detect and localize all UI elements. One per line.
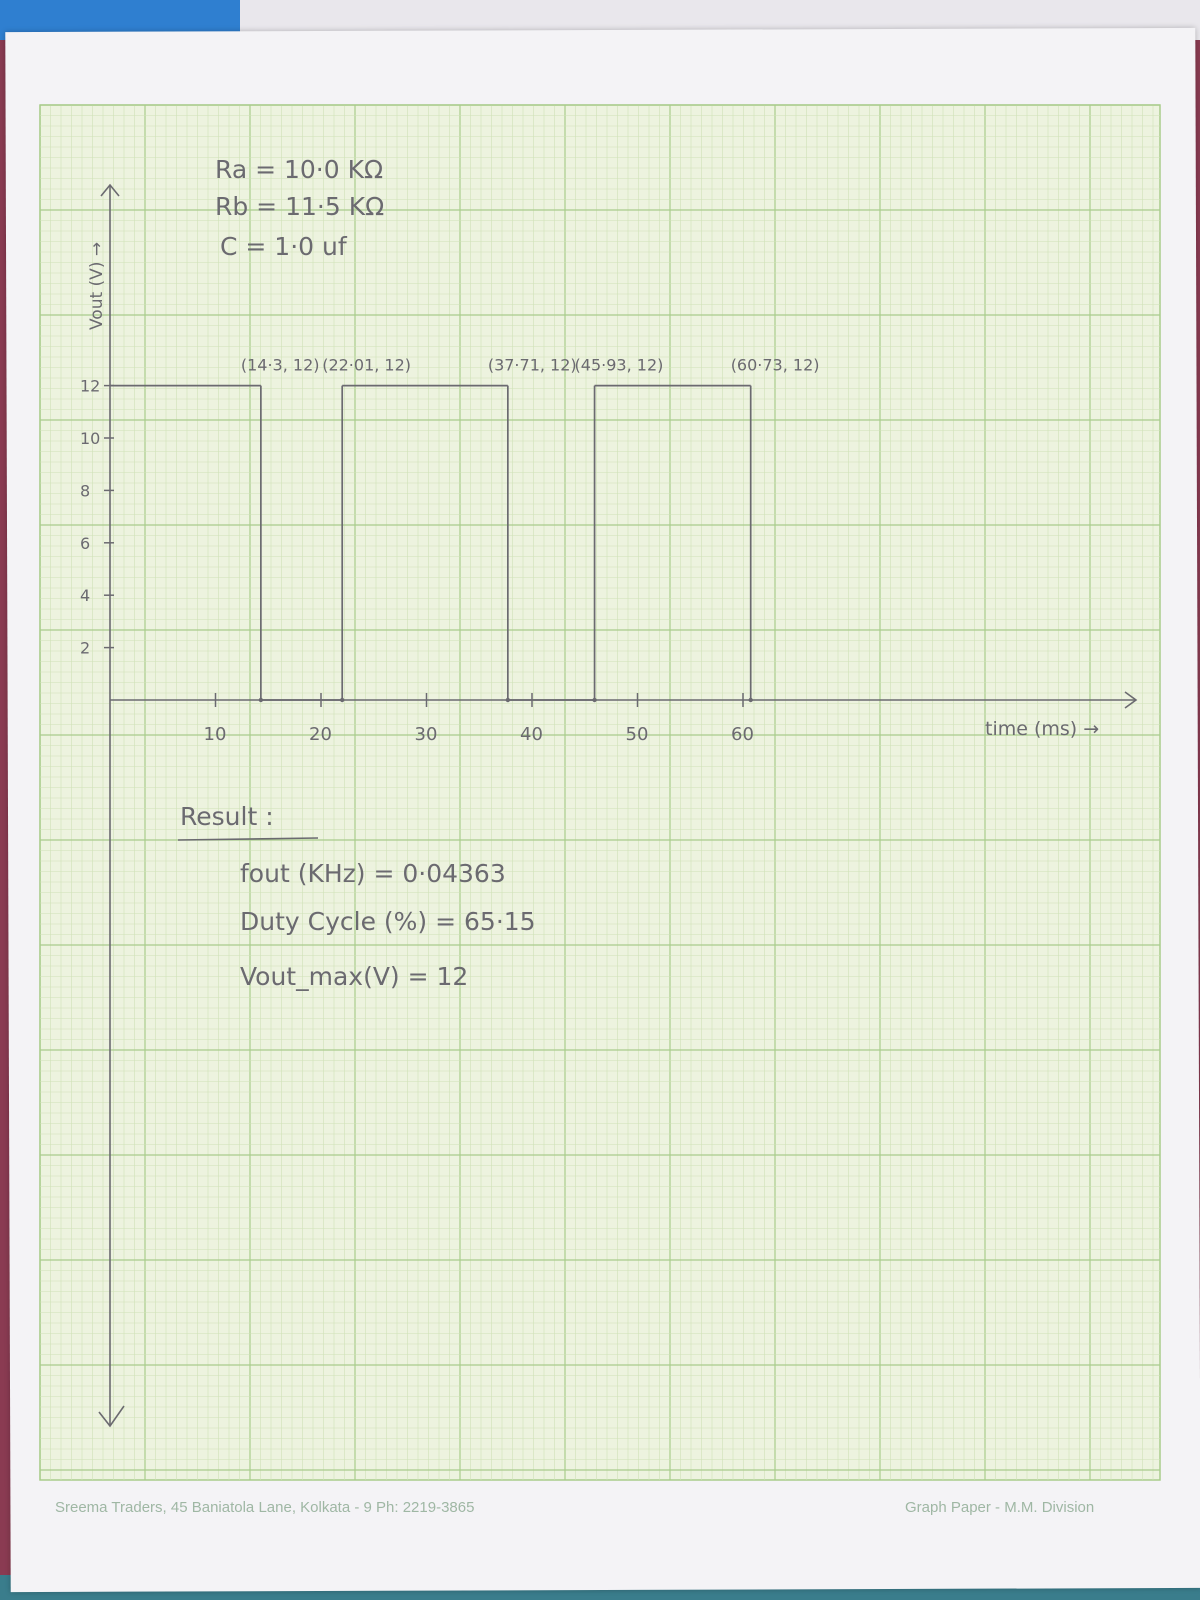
result-heading: Result : — [180, 802, 274, 831]
param-rb: Rb = 11·5 KΩ — [215, 192, 385, 221]
result-fout: fout (KHz) = 0·04363 — [240, 859, 506, 888]
x-tick-label: 50 — [625, 724, 649, 745]
data-point — [749, 698, 753, 702]
y-tick-label: 2 — [80, 638, 91, 658]
point-annotation: (60·73, 12) — [730, 355, 820, 375]
data-point — [506, 698, 510, 702]
footer-division: Graph Paper - M.M. Division — [905, 1499, 1095, 1516]
y-tick-label: 6 — [80, 533, 91, 553]
y-axis-label: Vout (V) → — [87, 241, 107, 330]
point-annotation: (14·3, 12) — [240, 355, 320, 375]
x-tick-label: 10 — [203, 724, 227, 745]
data-point — [340, 698, 344, 702]
y-tick-label: 10 — [80, 429, 101, 448]
point-annotation: (37·71, 12) — [487, 355, 577, 375]
y-tick-label: 12 — [80, 376, 101, 396]
x-tick-label: 40 — [520, 724, 543, 745]
x-axis-label: time (ms) → — [985, 718, 1100, 740]
result-duty-cycle: Duty Cycle (%) = 65·15 — [240, 907, 536, 936]
x-tick-label: 60 — [731, 724, 754, 745]
data-point — [592, 698, 596, 702]
point-annotation: (45·93, 12) — [574, 355, 664, 375]
result-vout-max: Vout_max(V) = 12 — [240, 962, 469, 991]
data-point — [259, 698, 263, 702]
annotations-group — [241, 356, 820, 375]
point-annotation: (22·01, 12) — [322, 355, 412, 375]
x-tick-label: 30 — [414, 724, 438, 745]
x-tick-label: 20 — [309, 724, 332, 745]
footer-publisher: Sreema Traders, 45 Baniatola Lane, Kolkata - 9 Ph: 2219-3865 — [55, 1499, 475, 1516]
param-c: C = 1·0 uf — [220, 232, 347, 261]
param-ra: Ra = 10·0 KΩ — [215, 155, 384, 184]
y-tick-label: 4 — [80, 586, 91, 606]
y-tick-label: 8 — [80, 481, 91, 501]
